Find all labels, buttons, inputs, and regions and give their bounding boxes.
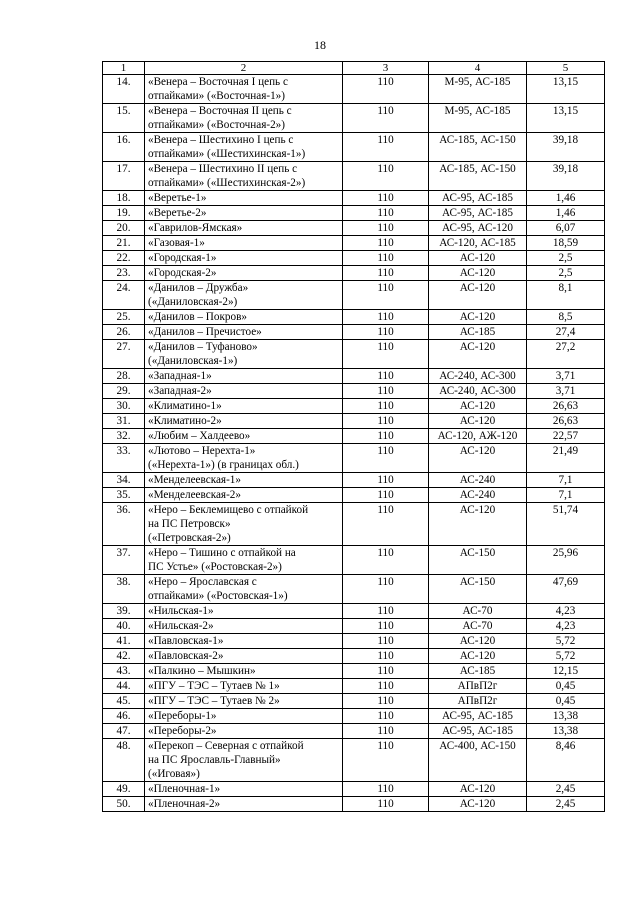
line-name-text: «Менделеевская-2» [148,489,241,501]
length-cell: 0,45 [527,694,605,709]
line-name [145,797,343,812]
column-header: 1 [103,62,145,75]
line-name-text: «Данилов – Пречистое» [148,326,262,338]
line-name-text: «Пленочная-2» [148,798,221,810]
table-row [103,384,605,399]
length-cell: 1,46 [527,206,605,221]
voltage-cell: 110 [343,191,429,206]
line-name-text: отпайками» («Шестихинская-2») [148,177,306,189]
row-number: 38. [103,575,145,604]
wire-type-cell: АС-120 [429,399,527,414]
length-cell: 6,07 [527,221,605,236]
table-row [103,575,605,604]
line-name-text: «Неро – Ярославская с [148,576,257,588]
table-row [103,340,605,369]
row-number: 21. [103,236,145,251]
wire-type-cell: АС-240 [429,488,527,503]
line-name-text: отпайками» («Восточная-2») [148,119,285,131]
row-number: 32. [103,429,145,444]
line-name [145,75,343,104]
voltage-cell: 110 [343,473,429,488]
wire-type-cell: АС-185, АС-150 [429,162,527,191]
voltage-cell: 110 [343,384,429,399]
voltage-cell: 110 [343,133,429,162]
row-number: 46. [103,709,145,724]
voltage-cell: 110 [343,399,429,414]
table-row [103,399,605,414]
line-name [145,236,343,251]
voltage-cell: 110 [343,694,429,709]
table-row [103,133,605,162]
line-name [145,104,343,133]
voltage-cell: 110 [343,444,429,473]
row-number: 48. [103,739,145,782]
table-row [103,325,605,340]
length-cell: 13,15 [527,104,605,133]
row-number: 20. [103,221,145,236]
line-name-text: «Павловская-1» [148,635,224,647]
line-name-text: «Перекоп – Северная с отпайкой [148,740,304,752]
length-cell: 13,15 [527,75,605,104]
table-row [103,162,605,191]
row-number: 28. [103,369,145,384]
line-name-text: («Нерехта-1») (в границах обл.) [148,459,299,471]
power-lines-table [102,61,605,812]
line-name-text: «Венера – Шестихино I цепь с [148,134,294,146]
table-row [103,604,605,619]
line-name [145,679,343,694]
length-cell: 18,59 [527,236,605,251]
line-name-text: «Гаврилов-Ямская» [148,222,243,234]
table-row [103,221,605,236]
wire-type-cell: АС-95, АС-185 [429,709,527,724]
voltage-cell: 110 [343,619,429,634]
length-cell: 5,72 [527,634,605,649]
line-name [145,414,343,429]
voltage-cell: 110 [343,310,429,325]
row-number: 36. [103,503,145,546]
line-name-text: отпайками» («Ростовская-1») [148,590,288,602]
table-row [103,75,605,104]
line-name [145,473,343,488]
line-name-text: на ПС Петровск» [148,518,231,530]
length-cell: 39,18 [527,133,605,162]
row-number: 44. [103,679,145,694]
wire-type-cell: АС-120 [429,340,527,369]
row-number: 41. [103,634,145,649]
wire-type-cell: АС-240, АС-300 [429,384,527,399]
line-name [145,546,343,575]
line-name-text: отпайками» («Шестихинская-1») [148,148,306,160]
wire-type-cell: АС-120 [429,281,527,310]
wire-type-cell: АПвП2г [429,694,527,709]
length-cell: 7,1 [527,488,605,503]
voltage-cell: 110 [343,488,429,503]
voltage-cell: 110 [343,634,429,649]
line-name [145,649,343,664]
table-row [103,104,605,133]
table-row [103,739,605,782]
voltage-cell: 110 [343,340,429,369]
row-number: 25. [103,310,145,325]
length-cell: 21,49 [527,444,605,473]
length-cell: 2,45 [527,782,605,797]
line-name [145,399,343,414]
wire-type-cell: АС-120 [429,266,527,281]
table-row [103,724,605,739]
row-number: 34. [103,473,145,488]
column-number-row [103,62,605,75]
line-name [145,444,343,473]
row-number: 45. [103,694,145,709]
line-name-text: «Венера – Шестихино II цепь с [148,163,298,175]
table-row [103,546,605,575]
voltage-cell: 110 [343,206,429,221]
line-name-text: «Климатино-2» [148,415,222,427]
table-row [103,191,605,206]
wire-type-cell: АС-95, АС-120 [429,221,527,236]
wire-type-cell: АС-120 [429,310,527,325]
table-row [103,429,605,444]
line-name [145,488,343,503]
wire-type-cell: АС-150 [429,575,527,604]
line-name-text: «Нильская-1» [148,605,214,617]
line-name [145,709,343,724]
table-row [103,503,605,546]
wire-type-cell: АПвП2г [429,679,527,694]
line-name-text: «Веретье-2» [148,207,207,219]
wire-type-cell: АС-70 [429,619,527,634]
column-header: 2 [145,62,343,75]
line-name-text: «Любим – Халдеево» [148,430,251,442]
voltage-cell: 110 [343,724,429,739]
line-name-text: «ПГУ – ТЭС – Тутаев № 1» [148,680,280,692]
row-number: 39. [103,604,145,619]
voltage-cell: 110 [343,251,429,266]
wire-type-cell: АС-95, АС-185 [429,191,527,206]
voltage-cell: 110 [343,281,429,310]
voltage-cell: 110 [343,664,429,679]
wire-type-cell: АС-400, АС-150 [429,739,527,782]
voltage-cell: 110 [343,369,429,384]
voltage-cell: 110 [343,782,429,797]
line-name-text: «Данилов – Дружба» [148,282,249,294]
wire-type-cell: АС-240, АС-300 [429,369,527,384]
line-name-text: «Менделеевская-1» [148,474,241,486]
table-row [103,679,605,694]
table-row [103,444,605,473]
length-cell: 26,63 [527,414,605,429]
line-name [145,634,343,649]
line-name [145,429,343,444]
row-number: 50. [103,797,145,812]
line-name-text: («Петровская-2») [148,532,231,544]
table-row [103,266,605,281]
row-number: 35. [103,488,145,503]
row-number: 26. [103,325,145,340]
line-name-text: «Переборы-2» [148,725,217,737]
line-name-text: ПС Устье» («Ростовская-2») [148,561,282,573]
voltage-cell: 110 [343,325,429,340]
wire-type-cell: АС-185 [429,664,527,679]
wire-type-cell: АС-120 [429,503,527,546]
line-name [145,221,343,236]
line-name-text: («Иговая») [148,768,200,780]
length-cell: 12,15 [527,664,605,679]
line-name [145,369,343,384]
table-row [103,664,605,679]
voltage-cell: 110 [343,236,429,251]
table-row [103,488,605,503]
line-name [145,604,343,619]
voltage-cell: 110 [343,797,429,812]
row-number: 14. [103,75,145,104]
row-number: 23. [103,266,145,281]
table-row [103,473,605,488]
length-cell: 8,46 [527,739,605,782]
line-name-text: «Климатино-1» [148,400,222,412]
line-name-text: на ПС Ярославль-Главный» [148,754,281,766]
row-number: 49. [103,782,145,797]
line-name [145,739,343,782]
voltage-cell: 110 [343,104,429,133]
voltage-cell: 110 [343,162,429,191]
table-row [103,414,605,429]
length-cell: 4,23 [527,604,605,619]
line-name [145,694,343,709]
line-name [145,782,343,797]
length-cell: 3,71 [527,369,605,384]
row-number: 18. [103,191,145,206]
table-row [103,236,605,251]
line-name-text: «ПГУ – ТЭС – Тутаев № 2» [148,695,280,707]
row-number: 15. [103,104,145,133]
column-header: 3 [343,62,429,75]
length-cell: 3,71 [527,384,605,399]
length-cell: 51,74 [527,503,605,546]
line-name-text: «Данилов – Туфаново» [148,341,258,353]
length-cell: 25,96 [527,546,605,575]
row-number: 33. [103,444,145,473]
line-name [145,503,343,546]
page-number: 18 [314,38,326,52]
wire-type-cell: АС-120 [429,797,527,812]
wire-type-cell: М-95, АС-185 [429,104,527,133]
line-name [145,281,343,310]
line-name-text: «Палкино – Мышкин» [148,665,256,677]
table-row [103,206,605,221]
length-cell: 13,38 [527,709,605,724]
line-name-text: «Нильская-2» [148,620,214,632]
line-name [145,310,343,325]
voltage-cell: 110 [343,429,429,444]
line-name [145,191,343,206]
line-name [145,325,343,340]
line-name [145,619,343,634]
row-number: 29. [103,384,145,399]
line-name-text: «Городская-1» [148,252,217,264]
line-name [145,206,343,221]
voltage-cell: 110 [343,709,429,724]
wire-type-cell: М-95, АС-185 [429,75,527,104]
length-cell: 2,5 [527,266,605,281]
line-name [145,340,343,369]
line-name-text: («Даниловская-1») [148,355,238,367]
table-row [103,782,605,797]
line-name-text: «Переборы-1» [148,710,217,722]
length-cell: 5,72 [527,649,605,664]
wire-type-cell: АС-120, АЖ-120 [429,429,527,444]
voltage-cell: 110 [343,604,429,619]
table-row [103,369,605,384]
row-number: 24. [103,281,145,310]
length-cell: 0,45 [527,679,605,694]
wire-type-cell: АС-185, АС-150 [429,133,527,162]
row-number: 27. [103,340,145,369]
wire-type-cell: АС-240 [429,473,527,488]
line-name [145,133,343,162]
line-name [145,162,343,191]
length-cell: 27,4 [527,325,605,340]
table-row [103,709,605,724]
wire-type-cell: АС-70 [429,604,527,619]
voltage-cell: 110 [343,503,429,546]
wire-type-cell: АС-95, АС-185 [429,724,527,739]
wire-type-cell: АС-120 [429,414,527,429]
line-name [145,251,343,266]
line-name [145,384,343,399]
row-number: 40. [103,619,145,634]
line-name-text: «Венера – Восточная I цепь с [148,76,288,88]
line-name-text: «Веретье-1» [148,192,207,204]
line-name-text: «Западная-2» [148,385,212,397]
line-name-text: «Павловская-2» [148,650,224,662]
length-cell: 39,18 [527,162,605,191]
line-name [145,266,343,281]
length-cell: 1,46 [527,191,605,206]
voltage-cell: 110 [343,649,429,664]
wire-type-cell: АС-120 [429,634,527,649]
wire-type-cell: АС-95, АС-185 [429,206,527,221]
wire-type-cell: АС-120 [429,251,527,266]
line-name-text: «Пленочная-1» [148,783,221,795]
length-cell: 2,5 [527,251,605,266]
wire-type-cell: АС-120 [429,782,527,797]
length-cell: 27,2 [527,340,605,369]
voltage-cell: 110 [343,679,429,694]
table-row [103,797,605,812]
table-row [103,310,605,325]
voltage-cell: 110 [343,575,429,604]
length-cell: 13,38 [527,724,605,739]
row-number: 37. [103,546,145,575]
length-cell: 47,69 [527,575,605,604]
line-name-text: «Газовая-1» [148,237,205,249]
line-name-text: «Неро – Тишино с отпайкой на [148,547,296,559]
voltage-cell: 110 [343,414,429,429]
length-cell: 4,23 [527,619,605,634]
row-number: 43. [103,664,145,679]
table-row [103,694,605,709]
line-name-text: «Венера – Восточная II цепь с [148,105,292,117]
line-name [145,575,343,604]
table-row [103,619,605,634]
wire-type-cell: АС-120 [429,444,527,473]
line-name-text: «Лютово – Нерехта-1» [148,445,256,457]
line-name-text: отпайками» («Восточная-1») [148,90,285,102]
wire-type-cell: АС-150 [429,546,527,575]
table-row [103,281,605,310]
row-number: 31. [103,414,145,429]
line-name-text: «Западная-1» [148,370,212,382]
wire-type-cell: АС-185 [429,325,527,340]
length-cell: 22,57 [527,429,605,444]
length-cell: 8,5 [527,310,605,325]
row-number: 22. [103,251,145,266]
row-number: 16. [103,133,145,162]
row-number: 42. [103,649,145,664]
table-row [103,649,605,664]
voltage-cell: 110 [343,221,429,236]
voltage-cell: 110 [343,75,429,104]
line-name-text: («Даниловская-2») [148,296,238,308]
line-name-text: «Нерο – Беклемищево с отпайкой [148,504,309,516]
length-cell: 26,63 [527,399,605,414]
line-name [145,724,343,739]
voltage-cell: 110 [343,546,429,575]
voltage-cell: 110 [343,739,429,782]
column-header: 4 [429,62,527,75]
row-number: 19. [103,206,145,221]
column-header: 5 [527,62,605,75]
table-row [103,634,605,649]
line-name-text: «Городская-2» [148,267,217,279]
length-cell: 2,45 [527,797,605,812]
table-row [103,251,605,266]
wire-type-cell: АС-120, АС-185 [429,236,527,251]
line-name [145,664,343,679]
table-body [103,62,605,812]
wire-type-cell: АС-120 [429,649,527,664]
voltage-cell: 110 [343,266,429,281]
length-cell: 7,1 [527,473,605,488]
length-cell: 8,1 [527,281,605,310]
row-number: 30. [103,399,145,414]
line-name-text: «Данилов – Покров» [148,311,247,323]
row-number: 47. [103,724,145,739]
row-number: 17. [103,162,145,191]
